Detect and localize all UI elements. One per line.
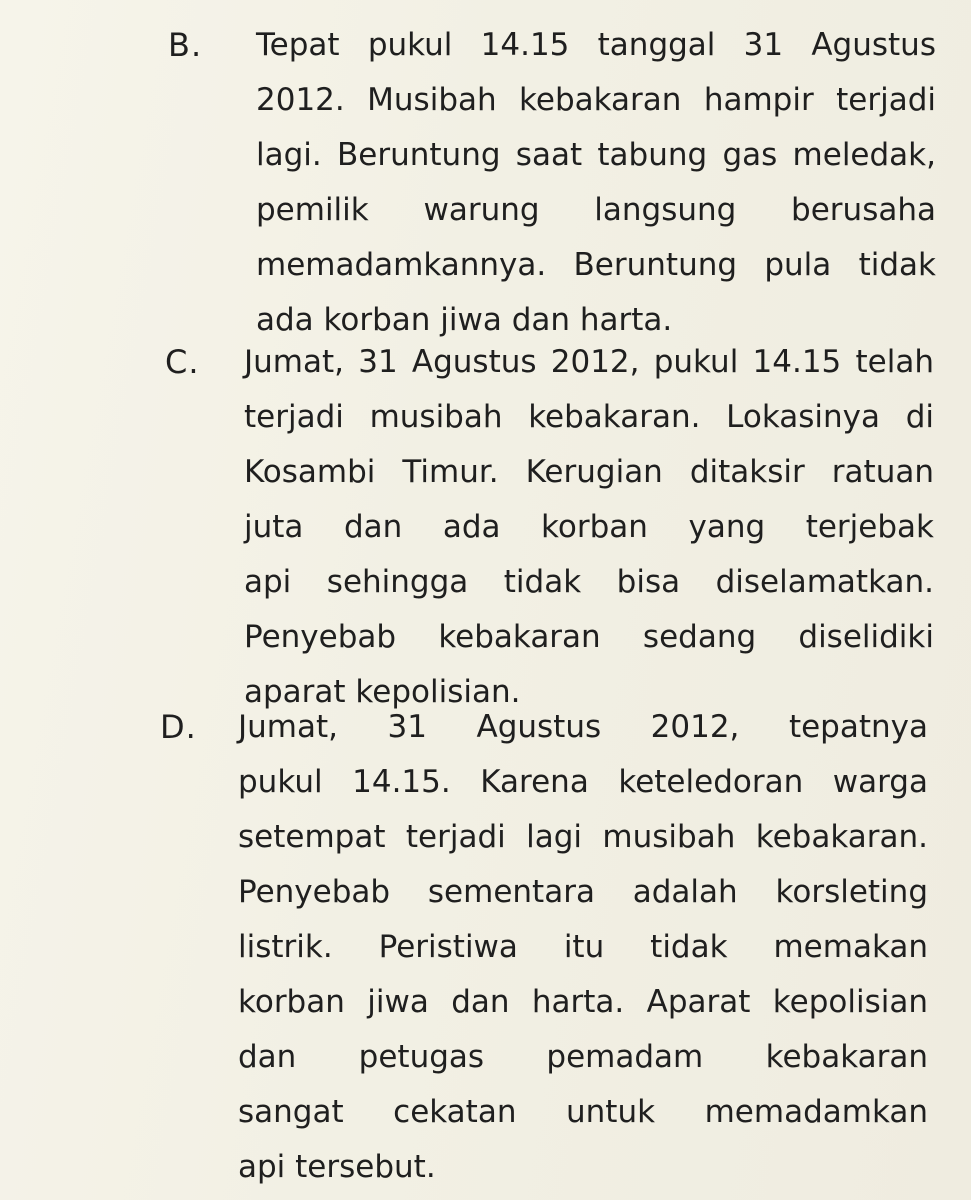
option-c-line: Kosambi Timur. Kerugian ditaksir ratuan (244, 454, 934, 490)
option-c-line: api sehingga tidak bisa diselamatkan. (244, 564, 934, 600)
option-text-c (244, 335, 934, 720)
option-d-line: dan petugas pemadam kebakaran (238, 1039, 928, 1075)
option-d-line: Penyebab sementara adalah korsleting (238, 874, 928, 910)
option-letter-d: D. (160, 708, 197, 746)
option-c-line: Jumat, 31 Agustus 2012, pukul 14.15 telah (244, 344, 934, 380)
option-d-line: pukul 14.15. Karena keteledoran warga (238, 764, 928, 800)
option-b-line: lagi. Beruntung saat tabung gas meledak, (256, 137, 936, 173)
option-b-line: memadamkannya. Beruntung pula tidak (256, 247, 936, 283)
option-text-b (256, 18, 936, 348)
option-b-line: Tepat pukul 14.15 tanggal 31 Agustus (256, 27, 936, 63)
option-c-line: aparat kepolisian. (244, 674, 521, 710)
option-b-line: pemilik warung langsung berusaha (256, 192, 936, 228)
option-letter-b: B. (168, 26, 203, 64)
option-b-line: ada korban jiwa dan harta. (256, 302, 673, 338)
option-d-line: korban jiwa dan harta. Aparat kepolisian (238, 984, 928, 1020)
option-d-line: sangat cekatan untuk memadamkan (238, 1094, 928, 1130)
option-c-line: terjadi musibah kebakaran. Lokasinya di (244, 399, 934, 435)
option-text-d (238, 700, 928, 1195)
option-b-line: 2012. Musibah kebakaran hampir terjadi (256, 82, 936, 118)
option-letter-c: C. (165, 343, 200, 381)
option-c-line: juta dan ada korban yang terjebak (244, 509, 934, 545)
option-d-line: listrik. Peristiwa itu tidak memakan (238, 929, 928, 965)
option-d-line: api tersebut. (238, 1149, 436, 1185)
option-d-line: Jumat, 31 Agustus 2012, tepatnya (238, 709, 928, 745)
option-c-line: Penyebab kebakaran sedang diselidiki (244, 619, 934, 655)
option-d-line: setempat terjadi lagi musibah kebakaran. (238, 819, 928, 855)
